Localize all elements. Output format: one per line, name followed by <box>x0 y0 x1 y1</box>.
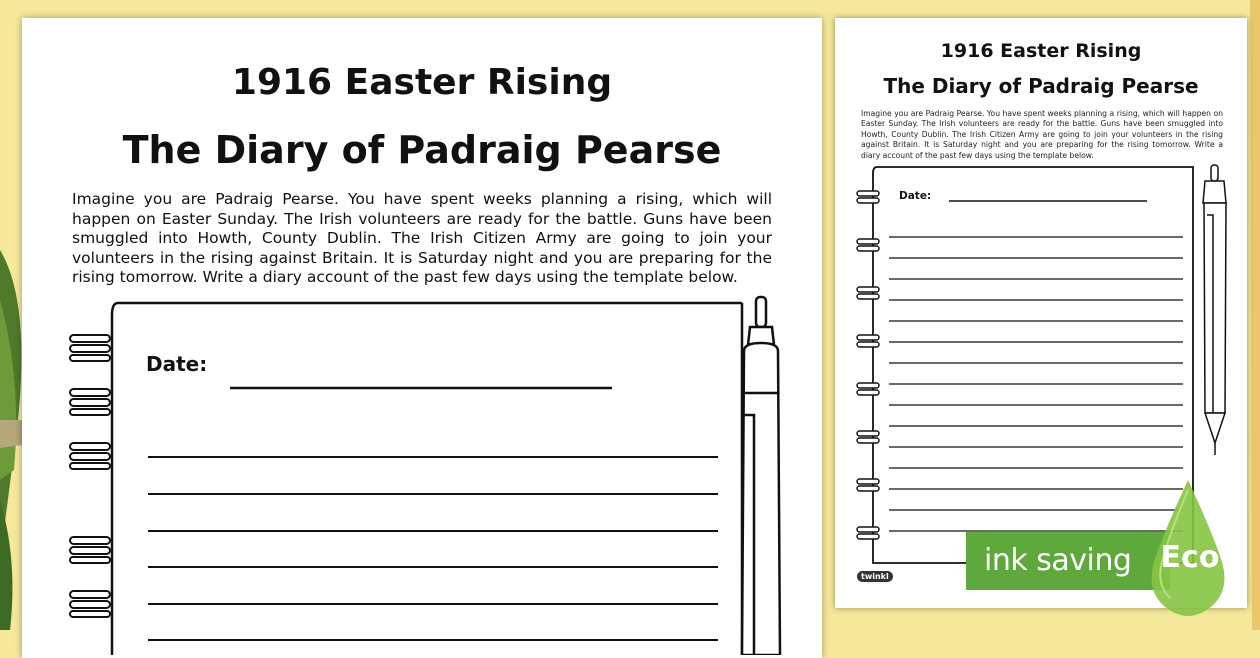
worksheet-instructions: Imagine you are Padraig Pearse. You have spent weeks planning a rising, which will happen on Easter Sunday. The Irish volunteers are ready for the battle. Guns have been smuggled into Howth, County Dublin. The Irish Citizen Army are going to join your volunteers in the rising against Britain. It is Saturday night and you are preparing for the rising tomorrow. Write a diary account of the past few days using the template below. <box>72 190 772 286</box>
preview-instructions: Imagine you are Padraig Pearse. You have spent weeks planning a rising, which will happen on Easter Sunday. The Irish volunteers are ready for the battle. Guns have been smuggled into Howth, County Dublin. The Irish Citizen Army are going to join your volunteers in the rising against Britain. It is Saturday night and you are preparing for the rising tomorrow. Write a diary account of the past few days using the template below. <box>861 109 1223 160</box>
preview-title-line2: The Diary of Padraig Pearse <box>883 74 1199 98</box>
writing-lines[interactable] <box>148 457 718 640</box>
notebook-frame <box>112 303 118 655</box>
preview-date-label: Date: <box>899 190 932 202</box>
worksheet-title-line1: 1916 Easter Rising <box>231 62 613 103</box>
ink-saving-badge: ink saving <box>966 532 1170 590</box>
eco-label: Eco <box>1160 540 1220 575</box>
notebook-template <box>62 295 782 655</box>
spiral-binding-icon <box>70 335 110 617</box>
preview-title-line1: 1916 Easter Rising <box>940 40 1142 62</box>
worksheet-title-line2: The Diary of Padraig Pearse <box>122 128 722 172</box>
twinkl-logo: twinkl <box>857 571 893 582</box>
preview-pen-icon <box>1203 165 1226 455</box>
worksheet-page <box>22 18 822 658</box>
preview-spiral-icon <box>857 191 879 539</box>
pen-icon <box>742 297 780 655</box>
date-label: Date: <box>146 352 208 376</box>
